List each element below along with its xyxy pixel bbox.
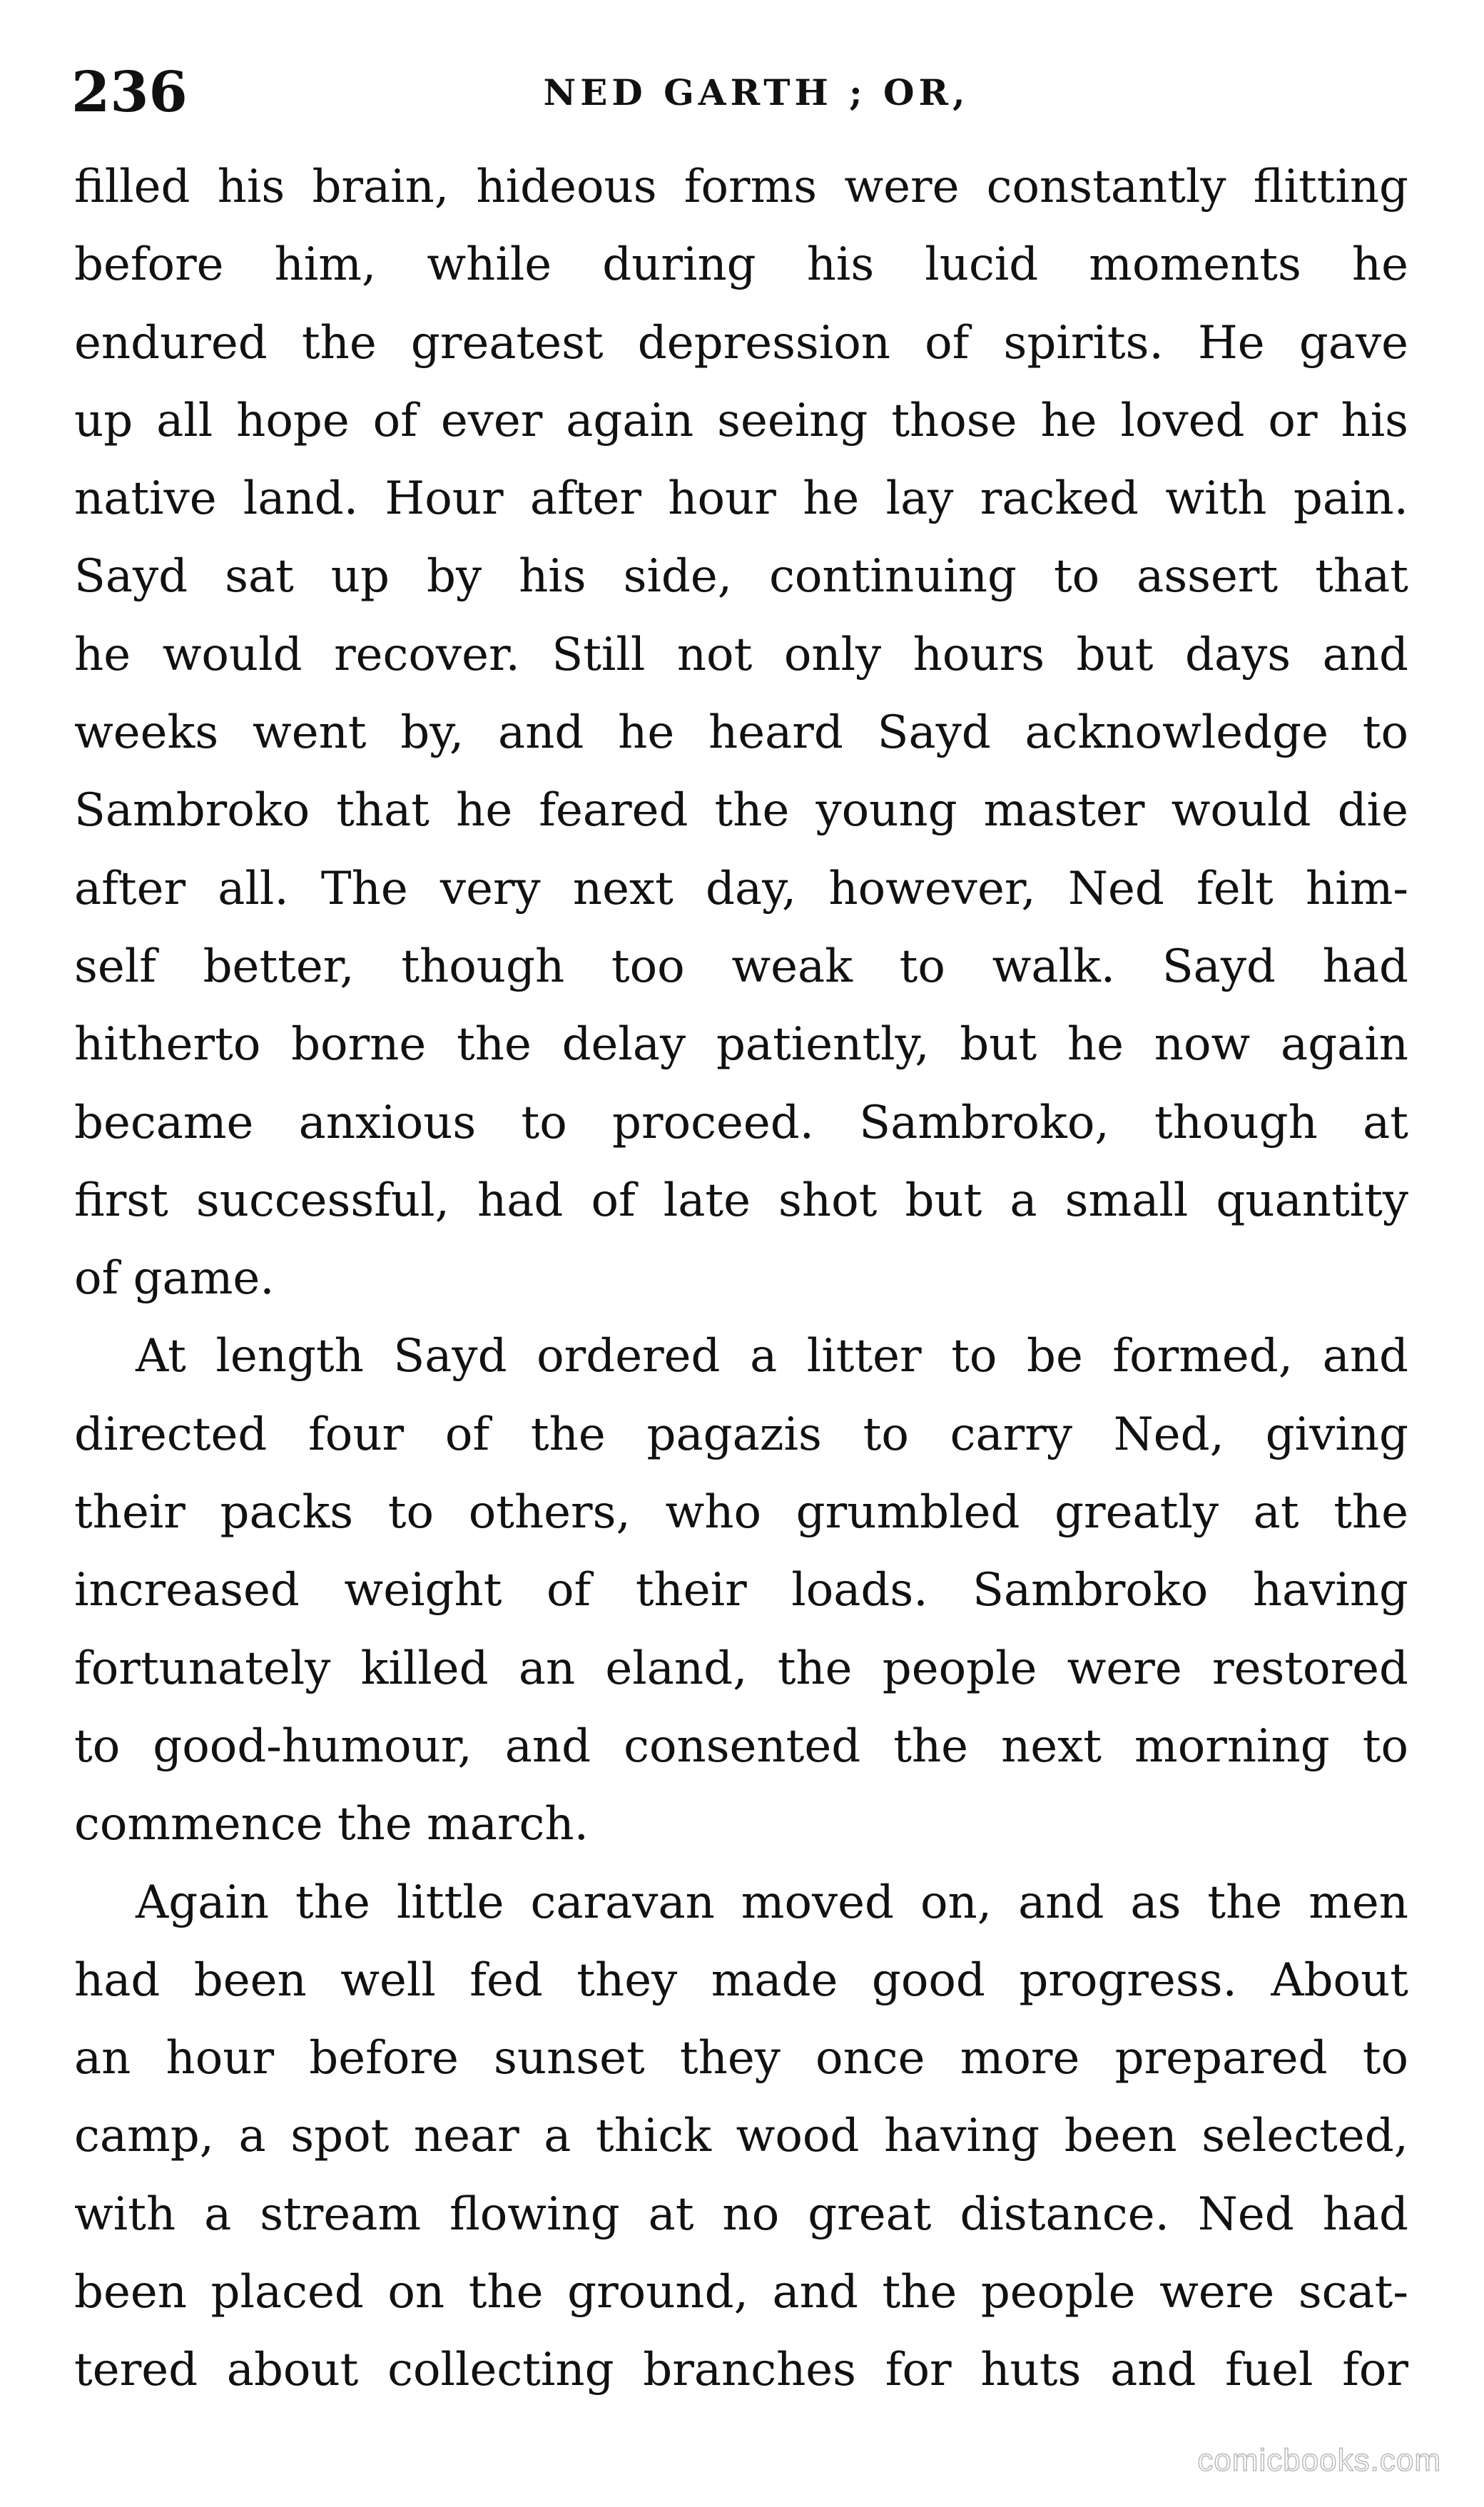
watermark: comicbooks.com bbox=[1197, 2443, 1441, 2478]
text-line: At length Sayd ordered a litter to be formed, and bbox=[136, 1330, 1408, 1383]
text-line: been placed on the ground, and the people were scat- bbox=[74, 2266, 1408, 2319]
text-line: filled his brain, hideous forms were constantly flitting bbox=[74, 161, 1408, 213]
text-line: he would recover. Still not only hours but days and bbox=[74, 628, 1408, 681]
text-line: Again the little caravan moved on, and as the men bbox=[136, 1876, 1408, 1929]
page-number: 236 bbox=[71, 60, 188, 125]
paragraph bbox=[74, 1864, 1408, 2410]
text-line: an hour before sunset they once more prepared to bbox=[74, 2032, 1408, 2085]
body-text bbox=[74, 148, 1408, 2410]
text-line: Sambroko that he feared the young master would die bbox=[74, 784, 1408, 838]
text-line: fortunately killed an eland, the people were restored bbox=[74, 1642, 1408, 1695]
text-line: became anxious to proceed. Sambroko, though at bbox=[74, 1096, 1408, 1149]
paragraph bbox=[74, 148, 1408, 1318]
text-line: increased weight of their loads. Sambroko having bbox=[74, 1564, 1408, 1617]
text-line: endured the greatest depression of spirits. He gave bbox=[74, 316, 1408, 370]
text-line: with a stream flowing at no great distance. Ned had bbox=[74, 2187, 1408, 2241]
text-line: before him, while during his lucid moments he bbox=[74, 238, 1408, 292]
text-line: first successful, had of late shot but a small quantity bbox=[74, 1174, 1408, 1227]
text-line: native land. Hour after hour he lay racked with pain. bbox=[74, 472, 1408, 526]
text-line: up all hope of ever again seeing those he loved or his bbox=[74, 394, 1408, 447]
text-line: camp, a spot near a thick wood having been selected, bbox=[74, 2110, 1408, 2163]
text-line: self better, though too weak to walk. Sayd had bbox=[74, 940, 1408, 993]
text-line: commence the march. bbox=[74, 1798, 589, 1851]
text-line: had been well fed they made good progress. About bbox=[74, 1953, 1408, 2007]
text-line: tered about collecting branches for huts and fuel for bbox=[74, 2344, 1408, 2397]
text-line: to good-humour, and consented the next morning to bbox=[74, 1719, 1408, 1773]
running-head: NED GARTH ; OR, bbox=[543, 71, 970, 113]
text-line: after all. The very next day, however, Ned felt him- bbox=[74, 862, 1408, 915]
page-header bbox=[71, 50, 1413, 136]
text-line: directed four of the pagazis to carry Ned, giving bbox=[74, 1408, 1408, 1461]
text-line: hitherto borne the delay patiently, but he now again bbox=[74, 1018, 1408, 1072]
text-line: weeks went by, and he heard Sayd acknowledge to bbox=[74, 706, 1408, 760]
text-line: Sayd sat up by his side, continuing to assert that bbox=[74, 550, 1408, 604]
paragraph bbox=[74, 1318, 1408, 1863]
text-line: their packs to others, who grumbled greatly at the bbox=[74, 1486, 1408, 1540]
text-line: of game. bbox=[74, 1252, 275, 1306]
